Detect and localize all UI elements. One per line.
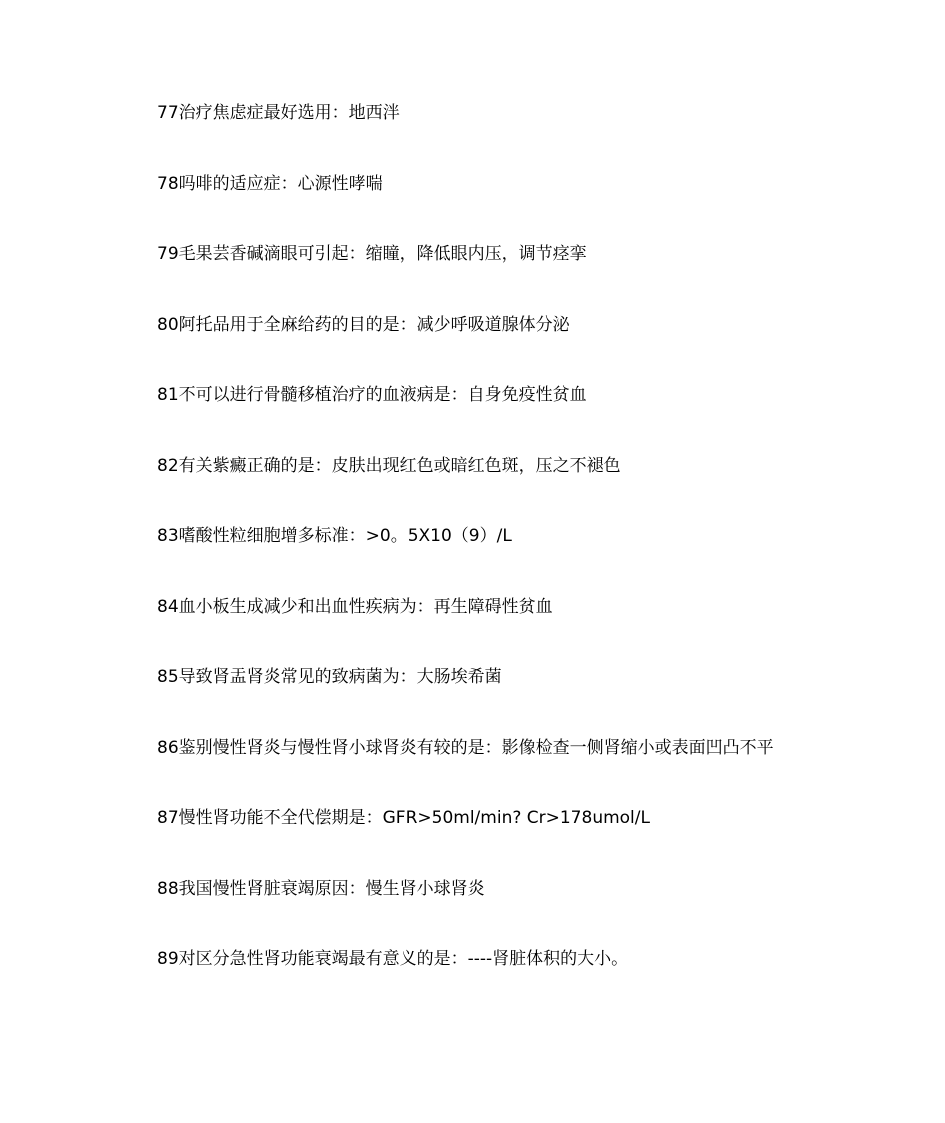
qa-item-79: 79毛果芸香碱滴眼可引起：缩瞳，降低眼内压，调节痉挛 — [157, 244, 587, 264]
qa-item-89: 89对区分急性肾功能衰竭最有意义的是：----肾脏体积的大小。 — [157, 949, 629, 969]
qa-item-85: 85导致肾盂肾炎常见的致病菌为：大肠埃希菌 — [157, 667, 502, 687]
qa-item-81: 81不可以进行骨髓移植治疗的血液病是：自身免疫性贫血 — [157, 385, 587, 405]
qa-item-80: 80阿托品用于全麻给药的目的是：减少呼吸道腺体分泌 — [157, 314, 570, 335]
qa-item-88: 88我国慢性肾脏衰竭原因：慢生肾小球肾炎 — [157, 878, 485, 899]
qa-item-83: 83嗜酸性粒细胞增多标准：>0。5X10（9）/L — [157, 526, 512, 546]
qa-list — [157, 98, 917, 1015]
qa-item-87: 87慢性肾功能不全代偿期是：GFR>50ml/min? Cr>178umol/L — [157, 808, 650, 828]
qa-item-77: 77治疗焦虑症最好选用：地西泮 — [157, 103, 400, 123]
qa-item-82: 82有关紫癜正确的是：皮肤出现红色或暗红色斑，压之不褪色 — [157, 455, 621, 476]
qa-item-84: 84血小板生成减少和出血性疾病为：再生障碍性贫血 — [157, 596, 553, 617]
qa-item-78: 78吗啡的适应症：心源性哮喘 — [157, 173, 383, 194]
qa-item-86: 86鉴别慢性肾炎与慢性肾小球肾炎有较的是：影像检查一侧肾缩小或表面凹凸不平 — [157, 737, 774, 758]
